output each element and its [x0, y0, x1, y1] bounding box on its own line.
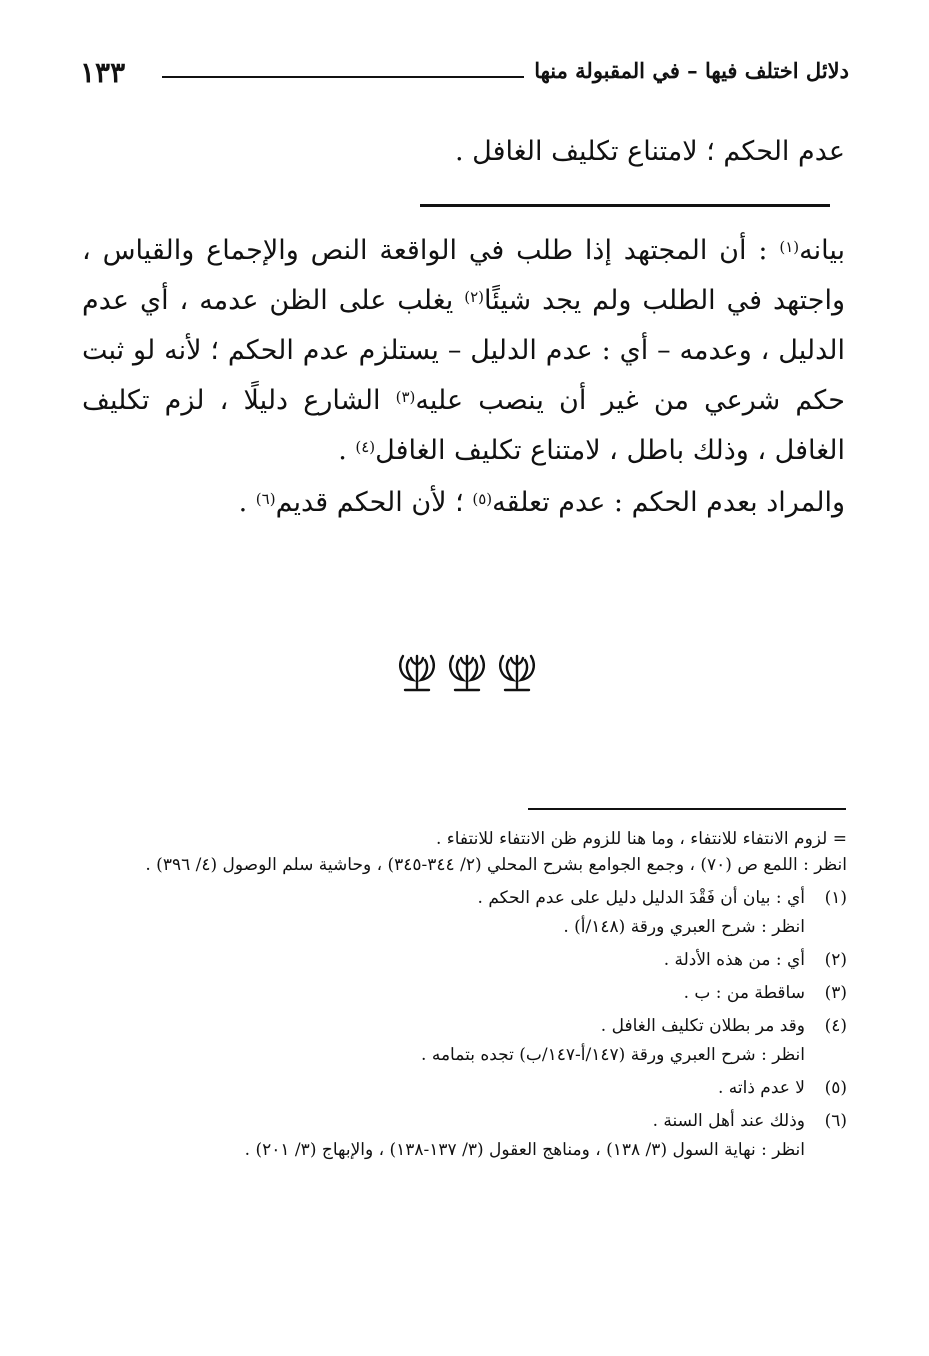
header-rule: [162, 76, 524, 78]
footnote-number: (٦): [824, 1111, 847, 1131]
footnote-marker: (٢): [464, 288, 484, 306]
footnote-text: أي : من هذه الأدلة .: [663, 950, 805, 970]
footnote-number: (٢): [824, 950, 847, 970]
footnote-divider: [528, 808, 846, 810]
text-run: ؛ لأن الحكم قديم: [275, 487, 473, 518]
footnote-text: وذلك عند أهل السنة .: [652, 1111, 805, 1131]
ornament-icon: [395, 648, 540, 696]
page-header: [80, 56, 849, 96]
footnotes: [80, 826, 847, 1163]
lead-line: عدم الحكم ؛ لامتناع تكليف الغافل .: [455, 136, 845, 167]
footnote-marker: (٣): [395, 388, 416, 406]
text-run: : أن المجتهد إذا طلب في الواقعة النص والإجماع والقياس ، واجتهد في الطلب ولم يجد شيئًا: [82, 235, 845, 316]
footnote-item: [80, 1013, 847, 1039]
paragraph-meaning: [82, 478, 845, 528]
footnote-number: (٥): [824, 1078, 847, 1098]
footnote-text: أي : بيان أن فَقْدَ الدليل دليل على عدم الحكم .: [477, 888, 805, 908]
footnote-item: [80, 1108, 847, 1134]
footnote-number: (١): [824, 888, 847, 908]
footnote-reference: انظر : نهاية السول (٣/ ١٣٨) ، ومناهج العقول (٣/ ١٣٧-١٣٨) ، والإبهاج (٣/ ٢٠١) .: [244, 1140, 805, 1160]
footnote-reference: انظر : شرح العبري ورقة (١٤٧/أ-١٤٧/ب) تجده بتمامه .: [421, 1045, 805, 1065]
footnote-text: لا عدم ذاته .: [717, 1078, 805, 1098]
text-run: .: [238, 487, 256, 518]
section-divider: [420, 204, 830, 207]
footnote-item: [80, 885, 847, 911]
footnote-marker: (٥): [472, 490, 493, 508]
text-run: .: [338, 435, 356, 466]
footnote-carryover: = لزوم الانتفاء للانتفاء ، وما هنا للزوم ظن الانتفاء للانتفاء .: [435, 829, 847, 849]
footnote-marker: (٤): [355, 438, 376, 456]
footnote-text: ساقطة من : ب .: [683, 983, 805, 1003]
text-run: والمراد بعدم الحكم : عدم تعلقه: [492, 487, 845, 518]
footnote-item: [80, 980, 847, 1006]
footnote-number: (٣): [824, 983, 847, 1003]
footnote-text: وقد مر بطلان تكليف الغافل .: [600, 1016, 805, 1036]
text-run: الشارع دليلًا ، لزم تكليف الغافل ، وذلك باطل ، لامتناع تكليف الغافل: [82, 385, 845, 466]
text-run: بيانه: [799, 235, 845, 266]
footnote-marker: (١): [779, 238, 800, 256]
footnote-reference: انظر : شرح العبري ورقة (١٤٨/أ) .: [563, 917, 805, 937]
running-head: دلائل اختلف فيها – في المقبولة منها: [534, 58, 849, 83]
footnote-item: [80, 1075, 847, 1101]
footnote-item: [80, 947, 847, 973]
text-run: يغلب على الظن عدمه ، أي عدم الدليل ، وعدمه – أي : عدم الدليل – يستلزم عدم الحكم ؛ لأنه لو ثبت حكم شرعي من غير أن ينصب عليه: [82, 285, 845, 416]
footnote-marker: (٦): [255, 490, 276, 508]
footnote-number: (٤): [824, 1016, 847, 1036]
footnote-carryover-reference: انظر : اللمع ص (٧٠) ، وجمع الجوامع بشرح المحلي (٢/ ٣٤٤-٣٤٥) ، وحاشية سلم الوصول (٤/ ٣٩٦) .: [145, 855, 847, 875]
paragraph-explanation: [82, 226, 845, 476]
page-number: ١٣٣: [80, 56, 126, 89]
